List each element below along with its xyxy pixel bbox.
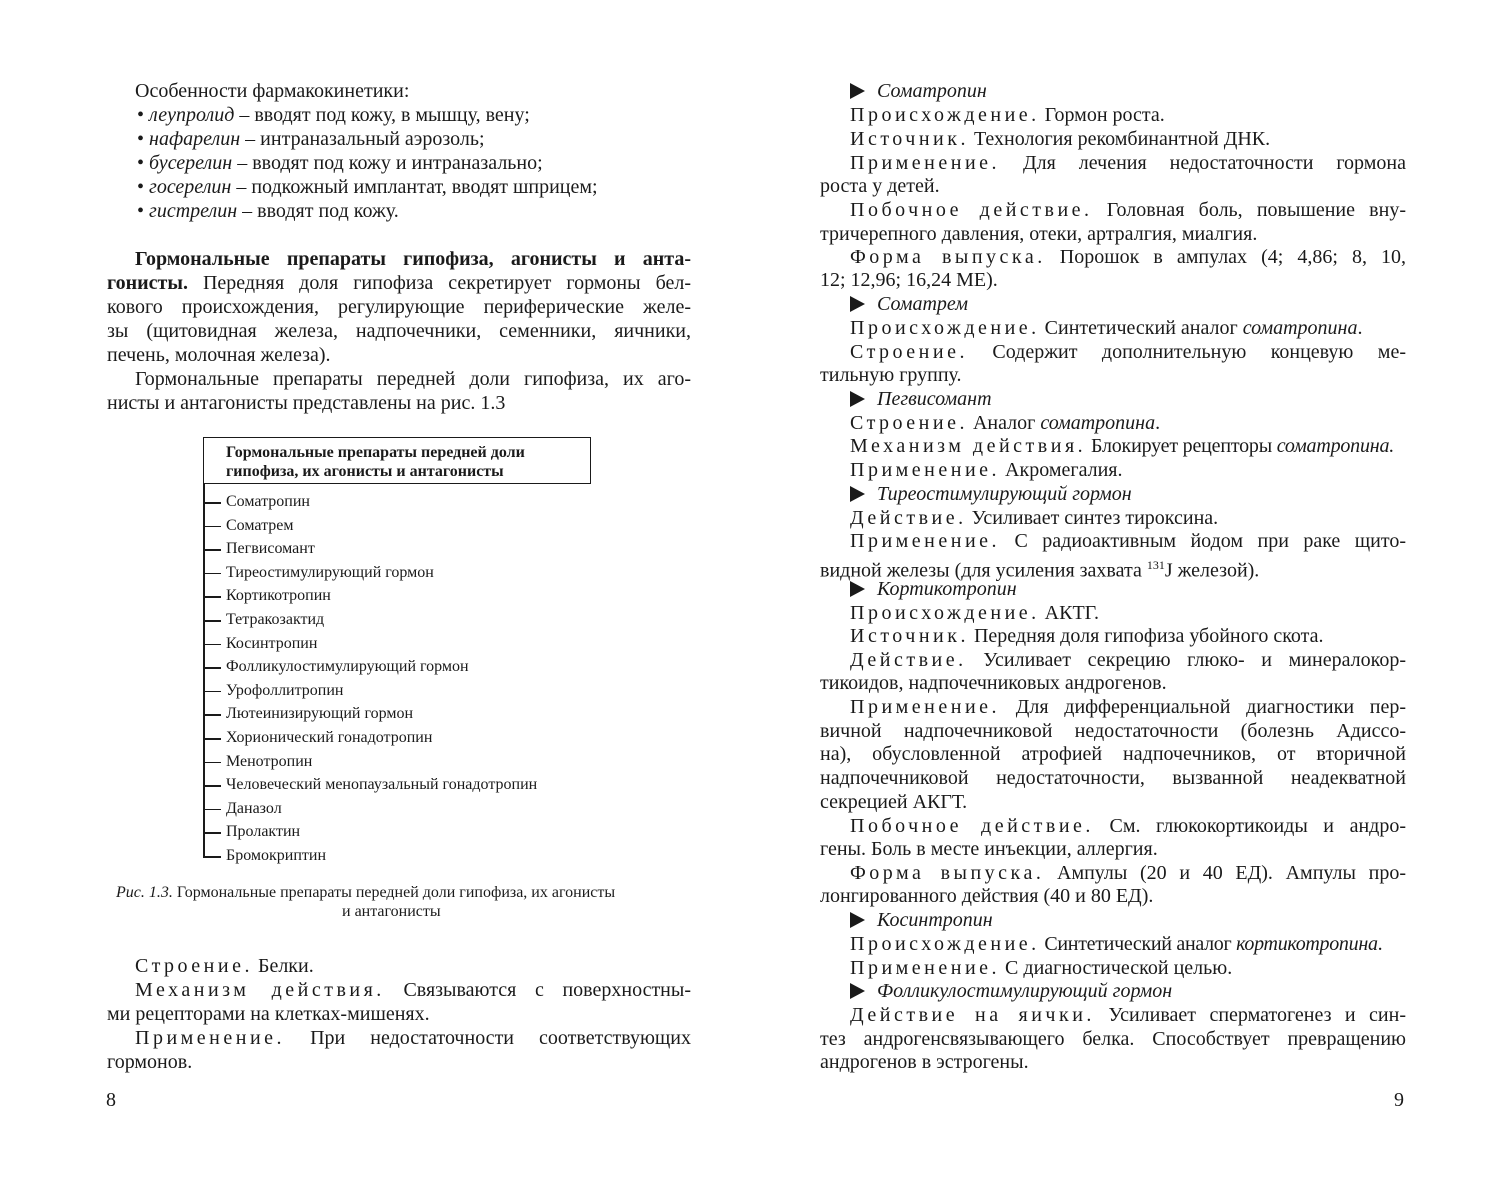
section-text: печень, молочная железа). xyxy=(107,344,331,366)
diagram-item-label: Бромокриптин xyxy=(226,847,327,864)
diagram-connector-line xyxy=(203,691,221,693)
section-text: гонисты. Передняя доля гипофиза секретирует гормоны бел- xyxy=(107,272,691,294)
diagram-connector-line xyxy=(203,856,221,858)
diagram-connector-line xyxy=(203,762,221,764)
drug-property: Применение. Акромегалия. xyxy=(850,459,1123,481)
drug-property: Действие. Усиливает синтез тироксина. xyxy=(850,507,1219,529)
drug-property: Источник. Передняя доля гипофиза убойного скота. xyxy=(850,625,1324,647)
diagram-item-label: Менотропин xyxy=(226,752,313,770)
diagram-connector-line xyxy=(203,502,221,504)
diagram-item-label: Косинтропин xyxy=(226,634,318,652)
drug-property: Строение. Аналог соматропина. xyxy=(850,412,1161,434)
drug-property: тричерепного давления, отеки, артралгия, миалгия. xyxy=(820,223,1258,245)
section-text: кового происхождения, регулирующие периферические желе- xyxy=(107,296,691,318)
drug-heading: Соматропин xyxy=(850,80,987,103)
drug-property: Побочное действие. См. глюкокортикоиды и андро- xyxy=(850,815,1406,837)
drug-property: Происхождение. Гормон роста. xyxy=(850,104,1165,126)
diagram-item-label: Лютеинизирующий гормон xyxy=(226,705,414,723)
drug-property: Форма выпуска. Ампулы (20 и 40 ЕД). Ампулы про- xyxy=(850,862,1406,884)
triangle-bullet-icon xyxy=(850,581,865,597)
drug-property: андрогенов в эстрогены. xyxy=(820,1051,1029,1073)
diagram-title-line: Гормональные препараты передней доли xyxy=(226,444,525,461)
figure-caption: Рис. 1.3. Гормональные препараты передней доли гипофиза, их агонисты xyxy=(116,884,616,901)
diagram-item-label: Соматропин xyxy=(226,493,310,510)
diagram-item-label: Пролактин xyxy=(226,823,301,841)
pk-list-item: • гистрелин – вводят под кожу. xyxy=(137,200,399,222)
drug-property: гены. Боль в месте инъекции, аллергия. xyxy=(820,838,1158,860)
diagram-item-label: Кортикотропин xyxy=(226,587,331,605)
figure-diagram xyxy=(203,437,603,877)
diagram-connector-line xyxy=(203,809,221,811)
application-line: Применение. При недостаточности соответствующих xyxy=(135,1027,691,1049)
diagram-connector-line xyxy=(203,714,221,716)
diagram-title-box xyxy=(203,437,591,484)
mechanism-line: Механизм действия. Связываются с поверхностны- xyxy=(135,979,691,1001)
pk-list-item: • бусерелин – вводят под кожу и интраназально; xyxy=(137,152,543,174)
diagram-title-line: гипофиза, их агонисты и антагонисты xyxy=(226,463,504,480)
drug-property: секрецией АКГТ. xyxy=(820,791,968,813)
diagram-connector-line xyxy=(203,832,221,834)
mechanism-line: ми рецепторами на клетках-мишенях. xyxy=(107,1003,430,1025)
pk-heading: Особенности фармакокинетики: xyxy=(135,80,410,102)
drug-property: лонгированного действия (40 и 80 ЕД). xyxy=(820,885,1154,907)
diagram-item-label: Соматрем xyxy=(226,516,294,534)
section-heading: Гормональные препараты гипофиза, агонисты и анта- xyxy=(135,248,691,270)
drug-property: надпочечниковой недостаточности, вызванной неадекватной xyxy=(820,767,1406,789)
drug-property: Применение. Для дифференциальной диагностики пер- xyxy=(850,696,1406,718)
diagram-connector-line xyxy=(203,738,221,740)
diagram-connector-line xyxy=(203,667,221,669)
structure-line: Строение. Белки. xyxy=(135,955,314,977)
page-number: 8 xyxy=(106,1089,116,1111)
diagram-connector-line xyxy=(203,526,221,528)
drug-property: Действие. Усиливает секрецию глюко- и минералокор- xyxy=(850,649,1406,671)
drug-property: на), обусловленной атрофией надпочечников, от вторичной xyxy=(820,743,1406,765)
drug-property: Строение. Содержит дополнительную концевую ме- xyxy=(850,341,1406,363)
diagram-trunk-line xyxy=(203,484,205,858)
diagram-item-label: Пегвисомант xyxy=(226,540,315,558)
diagram-item-label: Урофоллитропин xyxy=(226,681,344,699)
drug-property: Действие на яички. Усиливает сперматогенез и син- xyxy=(850,1004,1406,1026)
drug-property: вичной надпочечниковой недостаточности (болезнь Адиссо- xyxy=(820,720,1406,742)
drug-heading: Соматрем xyxy=(850,293,968,316)
drug-property: тикоидов, надпочечниковых андрогенов. xyxy=(820,672,1167,694)
drug-property: Применение. С диагностической целью. xyxy=(850,957,1233,979)
diagram-connector-line xyxy=(203,573,221,575)
diagram-item-label: Хорионический гонадотропин xyxy=(226,729,433,746)
drug-property: Происхождение. Синтетический аналог соматропина. xyxy=(850,317,1363,339)
diagram-connector-line xyxy=(203,644,221,646)
drug-property: Побочное действие. Головная боль, повышение вну- xyxy=(850,199,1406,221)
drug-property: Происхождение. АКТГ. xyxy=(850,602,1099,624)
diagram-item-label: Даназол xyxy=(226,799,282,817)
drug-property: роста у детей. xyxy=(820,175,940,197)
diagram-item-label: Фолликулостимулирующий гормон xyxy=(226,658,469,676)
drug-property: Применение. Для лечения недостаточности гормона xyxy=(850,152,1406,174)
diagram-connector-line xyxy=(203,785,221,787)
drug-heading: Тиреостимулирующий гормон xyxy=(850,483,1132,506)
drug-property: Форма выпуска. Порошок в ампулах (4; 4,86; 8, 10, xyxy=(850,246,1406,268)
triangle-bullet-icon xyxy=(850,486,865,502)
triangle-bullet-icon xyxy=(850,983,865,999)
section-text: Гормональные препараты передней доли гипофиза, их аго- xyxy=(135,368,691,390)
diagram-connector-line xyxy=(203,596,221,598)
drug-property: тез андрогенсвязывающего белка. Способствует превращению xyxy=(820,1028,1406,1050)
drug-property: видной железы (для усиления захвата $^{131}$J железой). xyxy=(820,558,1260,582)
drug-property: тильную группу. xyxy=(820,364,962,386)
drug-property: Происхождение. Синтетический аналог кортикотропина. xyxy=(850,933,1383,955)
drug-property: Источник. Технология рекомбинантной ДНК. xyxy=(850,128,1271,150)
right-page xyxy=(756,0,1512,1182)
application-line: гормонов. xyxy=(107,1051,193,1073)
drug-heading: Косинтропин xyxy=(850,909,993,932)
drug-property: 12; 12,96; 16,24 МЕ). xyxy=(820,269,998,291)
pk-list-item: • нафарелин – интраназальный аэрозоль; xyxy=(137,128,485,150)
drug-heading: Кортикотропин xyxy=(850,578,1017,601)
drug-property: Механизм действия. Блокирует рецепторы соматропина. xyxy=(850,435,1395,457)
drug-heading: Фолликулостимулирующий гормон xyxy=(850,980,1172,1003)
section-text: нисты и антагонисты представлены на рис. 1.3 xyxy=(107,392,506,414)
diagram-item-label: Тиреостимулирующий гормон xyxy=(226,563,434,581)
diagram-connector-line xyxy=(203,620,221,622)
figure-caption-cont: и антагонисты xyxy=(342,903,441,920)
drug-heading: Пегвисомант xyxy=(850,388,992,411)
drug-property: Применение. С радиоактивным йодом при раке щито- xyxy=(850,530,1406,552)
diagram-item-label: Человеческий менопаузальный гонадотропин xyxy=(226,776,538,794)
pk-list-item: • госерелин – подкожный имплантат, вводят шприцем; xyxy=(137,176,598,198)
triangle-bullet-icon xyxy=(850,83,865,99)
page-number: 9 xyxy=(1394,1089,1404,1111)
triangle-bullet-icon xyxy=(850,391,865,407)
diagram-connector-line xyxy=(203,549,221,551)
triangle-bullet-icon xyxy=(850,296,865,312)
pk-list-item: • леупролид – вводят под кожу, в мышцу, вену; xyxy=(137,104,530,126)
triangle-bullet-icon xyxy=(850,912,865,928)
section-text: зы (щитовидная железа, надпочечники, семенники, яичники, xyxy=(107,320,691,342)
diagram-item-label: Тетракозактид xyxy=(226,611,325,628)
